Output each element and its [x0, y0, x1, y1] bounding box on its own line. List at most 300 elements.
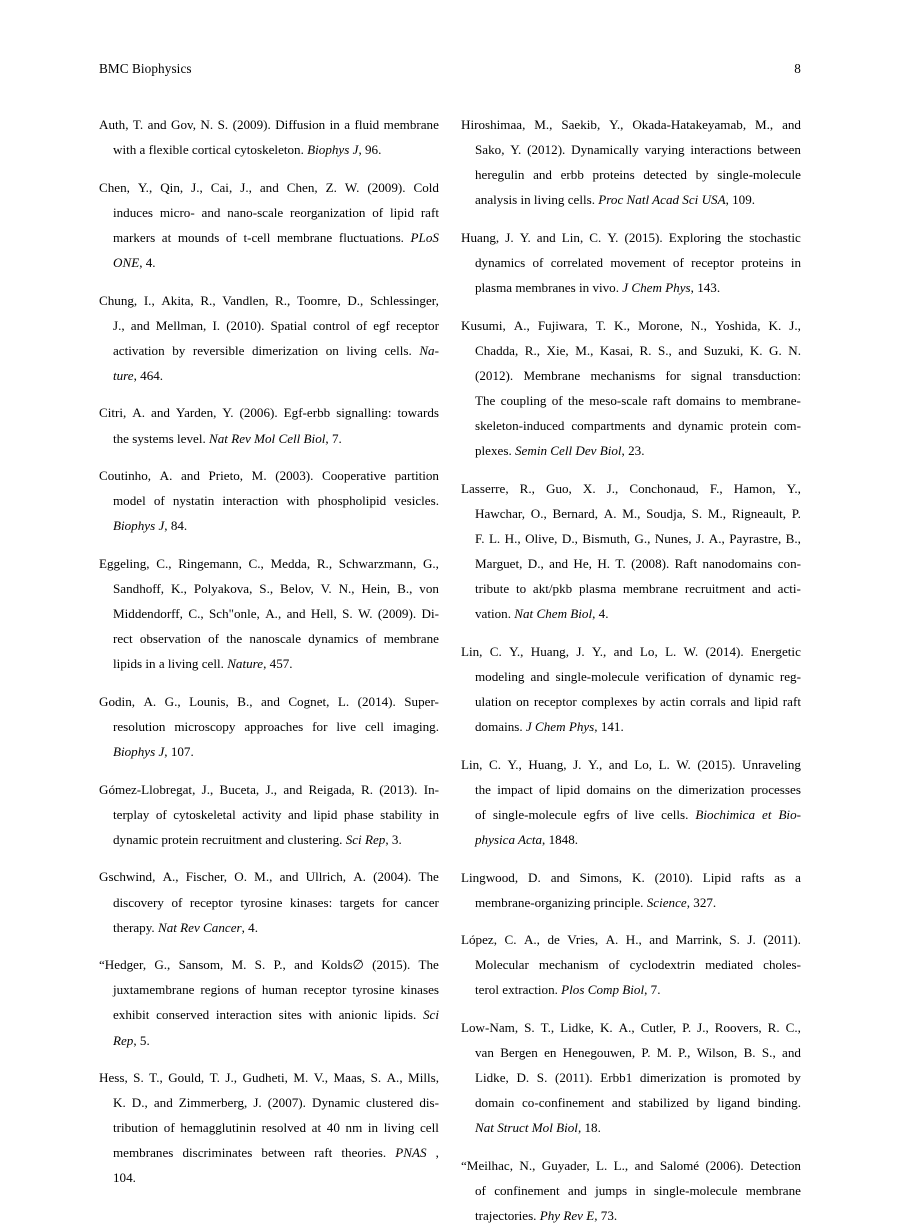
reference-text: receptor [303, 982, 347, 998]
reference-text: tribute [475, 581, 510, 597]
reference-text: (2006). [705, 1157, 744, 1173]
reference-text: Ullrich, [305, 869, 347, 885]
reference-line [99, 576, 439, 601]
reference-text: membrane [276, 229, 333, 245]
reference-text: Hamon, [733, 480, 776, 496]
reference-text: stochastic [749, 229, 801, 245]
reference-text: Guo, [546, 480, 572, 496]
reference-text: con- [777, 556, 801, 571]
reference-text: Biophys J [113, 744, 165, 760]
reference-text: mechanism [538, 957, 599, 973]
reference-line [461, 639, 801, 664]
reference-text: (2010). [226, 317, 265, 333]
reference-text: Energetic [750, 643, 801, 659]
reference-text: Akita, [161, 292, 194, 308]
reference-text: by [642, 693, 656, 709]
reference-text: of [372, 204, 384, 220]
reference-text: P. [682, 1020, 692, 1035]
reference-text: discovery [113, 894, 164, 910]
reference-text: raft [782, 693, 801, 709]
reference-text: vation. [475, 606, 515, 622]
reference-text: Medda, [270, 555, 311, 571]
reference-text: jumps [595, 1183, 628, 1199]
reference-text: et [762, 806, 772, 822]
reference-text: in [790, 254, 801, 270]
reference-text: T. [132, 117, 144, 132]
reference-text: movement [610, 254, 666, 270]
reference-text: von [419, 581, 439, 596]
reference-text: C. [504, 932, 517, 948]
reference-text: egf [373, 317, 390, 333]
reference-text: He, [573, 556, 592, 571]
reference-text: A. [605, 932, 619, 948]
reference-text: W. [676, 756, 691, 772]
reference-text: dynamics [475, 254, 526, 270]
reference-text: Reigada, [308, 781, 355, 797]
reference-text: Bismuth, [582, 530, 630, 546]
reference-text: Vandlen, [222, 292, 269, 308]
reference-text: the systems level. [113, 430, 210, 446]
reference-text: D., [561, 530, 578, 546]
reference-text: and [730, 693, 750, 709]
reference-text: a [344, 117, 351, 132]
reference-text: domains. [475, 719, 526, 735]
reference-text: N., [338, 581, 355, 596]
reference-text: membrane [622, 581, 679, 597]
reference-text: Mills, [408, 1070, 439, 1086]
reference-text: Chen, [99, 179, 130, 195]
reference-text: , 3. [385, 831, 402, 847]
reference-text: membrane-organizing principle. [475, 894, 647, 910]
reference-text: interaction [215, 1007, 272, 1023]
reference-text: lipid [754, 693, 779, 709]
reference-text: approaches [244, 718, 304, 734]
reference-text: cytoskeletal [173, 806, 236, 822]
reference-text: clustered [366, 1095, 414, 1111]
reference-text: by [172, 342, 186, 358]
reference-text: C. [488, 756, 501, 772]
reference-text: meso-scale [589, 392, 648, 408]
reference-text: modeling [475, 668, 525, 684]
reference-text: varying [644, 142, 685, 158]
reference-text: Y., [509, 643, 524, 659]
reference-line [99, 175, 439, 200]
reference-text: J., [225, 1070, 238, 1086]
reference-text: markers [113, 229, 156, 245]
reference-text: Proc Natl Acad Sci USA [598, 192, 726, 208]
reference-text: S. [254, 957, 266, 973]
reference-columns [99, 112, 801, 1224]
reference-text: (2014). [357, 693, 396, 709]
reference-text: to [515, 581, 527, 597]
reference-text: Cai, [210, 179, 233, 195]
reference-text: (2011). [763, 932, 801, 948]
reference-line [461, 827, 801, 852]
reference-text: Okada-Hatakeyamab, [632, 117, 747, 132]
reference-text: A. [159, 468, 173, 484]
reference-text: at [311, 1120, 322, 1136]
reference-text: corrals [690, 693, 726, 709]
reference-text: S. [133, 1070, 144, 1086]
reference-text: Nat Rev Cancer [157, 919, 242, 935]
reference-text: C. [489, 643, 502, 659]
reference-text: Roovers, [714, 1020, 762, 1035]
reference-text: plasma membranes in vivo. [475, 280, 623, 296]
reference-text: dimerization [252, 342, 319, 358]
reference-text: R. [639, 342, 652, 358]
reference-line [461, 1090, 801, 1115]
reference-text: Bio- [778, 806, 801, 822]
reference-text: (2015). [697, 756, 736, 772]
reference-text: signalling: [336, 405, 392, 421]
reference-line [461, 1040, 801, 1065]
reference-text: Gschwind, [99, 869, 156, 885]
reference-text: fluid [354, 117, 380, 132]
reference-text: domain [475, 1095, 515, 1111]
reference-text: J., [789, 317, 801, 333]
reference-text: plasma [578, 581, 617, 597]
reference-text: , 23. [621, 443, 645, 459]
reference-text: cells. [661, 806, 689, 822]
reference-text: K. [113, 1095, 126, 1111]
reference-line [99, 463, 439, 488]
reference-text: L., [613, 1157, 629, 1173]
reference-text: in [635, 1183, 646, 1199]
reference-text: transduction: [732, 367, 801, 383]
reference-line [461, 576, 801, 601]
reference-text: Mellman, [155, 317, 207, 333]
reference-text: , 5. [133, 1032, 150, 1048]
reference-text: Chen, [286, 179, 318, 195]
reference-text: G., [634, 530, 651, 546]
reference-text: ulation [475, 693, 512, 709]
reference-text: Lounis, [189, 693, 229, 709]
reference-text: Semin Cell Dev Biol [515, 443, 622, 459]
reference-text: P. [641, 1045, 651, 1061]
reference-text: membranes [113, 1145, 174, 1161]
reference-text: Olive, [525, 530, 558, 546]
reference-text: dynamic [678, 418, 724, 434]
reference-text: stabilized [638, 1095, 689, 1111]
reference-line [461, 689, 801, 714]
reference-text: and [550, 869, 570, 885]
reference-text: nanodomains [702, 556, 773, 571]
reference-text: R., [519, 480, 535, 496]
reference-line [99, 225, 439, 250]
reference-text: J., [606, 480, 619, 496]
reference-text: Gudheti, [242, 1070, 288, 1086]
reference-text: dynamics [308, 631, 359, 647]
reference-text: In- [423, 781, 439, 797]
reference-text: the [727, 229, 744, 245]
reference-text: Rigneault, [731, 505, 787, 521]
reference-line [99, 601, 439, 626]
reference-line [461, 927, 801, 952]
reference-line [99, 513, 439, 538]
reference-text: van [475, 1045, 494, 1061]
reference-text: live [634, 806, 655, 822]
reference-text: Kasai, [599, 342, 633, 358]
reference-text: , 107. [164, 744, 194, 760]
reference-line [461, 112, 801, 137]
reference-text: A., [265, 606, 282, 622]
reference-text: and [634, 1157, 654, 1173]
reference-text: terol extraction. [475, 982, 562, 998]
reference-text: Y., [592, 643, 607, 659]
reference-text: Fujiwara, [537, 317, 588, 333]
reference-text: of [475, 806, 486, 822]
reference-text: “Meilhac, [461, 1157, 513, 1173]
reference-line [99, 338, 439, 363]
reference-text: in [329, 117, 340, 132]
reference-text: M. [251, 468, 267, 484]
reference-text: S., [761, 1045, 776, 1061]
reference-text: domains [586, 781, 631, 797]
reference-text: PNAS [395, 1145, 427, 1161]
reference-text: A. [603, 505, 617, 521]
reference-text: by [787, 1070, 801, 1086]
reference-text: receptor [396, 317, 439, 333]
reference-text: sites [278, 1007, 302, 1023]
reference-text: Sansom, [178, 957, 224, 973]
reference-text: coupling [500, 392, 547, 408]
reference-text: in [428, 806, 439, 822]
reference-text: Lipid [702, 869, 732, 885]
reference-text: discriminates [182, 1145, 253, 1161]
reference-text: by [695, 167, 709, 183]
reference-text: (2003). [275, 468, 314, 484]
reference-text: Nature [227, 656, 264, 672]
reference-text: , 141. [594, 719, 624, 735]
reference-text: reg- [779, 668, 801, 684]
reference-text: erbb [560, 167, 584, 183]
reference-text: single-molecule [653, 1183, 738, 1199]
reference-text: (2004). [373, 869, 412, 885]
reference-text: G., [154, 957, 171, 973]
reference-text: of [208, 631, 220, 647]
reference-text: with [308, 1007, 332, 1023]
reference-text: Guyader, [541, 1157, 590, 1173]
reference-line [99, 802, 439, 827]
reference-text: , 4. [139, 254, 156, 270]
reference-line [99, 426, 439, 451]
reference-text: and [613, 643, 633, 659]
reference-text: K., [614, 317, 631, 333]
reference-text: W. [683, 643, 699, 659]
reference-text: D., [131, 1095, 148, 1111]
reference-text: , 1848. [542, 831, 579, 847]
reference-text: The [418, 957, 439, 973]
reference-text: M. [231, 957, 247, 973]
reference-line [461, 413, 801, 438]
reference-text: Ringemann, [178, 555, 242, 571]
reference-text: mechanisms [590, 367, 656, 383]
reference-line [461, 137, 801, 162]
reference-text: Lingwood, [461, 869, 519, 885]
reference-text: for [665, 367, 681, 383]
reference-text: , 109. [725, 192, 756, 208]
reference-text: actin [659, 693, 686, 709]
reference-text: M., [575, 342, 594, 358]
reference-text: imaging. [392, 718, 439, 734]
reference-text: promoted [730, 1070, 781, 1086]
reference-text: F., [709, 480, 723, 496]
reference-text: V. [320, 581, 332, 596]
reference-text: rafts [741, 869, 765, 885]
reference-text: (2006). [239, 405, 278, 421]
reference-line [461, 250, 801, 275]
reference-line [461, 313, 801, 338]
reference-text: detected [643, 167, 687, 183]
reference-line [99, 689, 439, 714]
reference-text: cell [419, 1120, 439, 1136]
reference-text: , [435, 1145, 439, 1161]
reference-text: J., [201, 781, 214, 797]
reference-text: skeleton-induced [475, 418, 565, 434]
reference-text: of [616, 806, 628, 822]
reference-text: R., [275, 292, 291, 308]
reference-list-right [461, 112, 801, 1228]
reference-text: of [163, 1120, 175, 1136]
reference-text: Lin, [461, 756, 483, 772]
reference-text: Belov, [280, 581, 314, 596]
reference-text: J., [697, 1020, 709, 1035]
reference-text: regions [200, 982, 239, 998]
reference-text: is [713, 1070, 723, 1086]
reference-text: Biophys J [113, 518, 165, 534]
reference-text: O. [234, 869, 247, 885]
reference-text: (2014). [705, 643, 744, 659]
reference-text: Zimmerberg, [178, 1095, 248, 1111]
reference-line [461, 664, 801, 689]
reference-entry [461, 476, 801, 627]
reference-text: Lidke, [560, 1020, 594, 1035]
reference-text: Hess, [99, 1070, 128, 1086]
reference-text: and [180, 468, 200, 484]
reference-line [99, 288, 439, 313]
reference-text: single-molecule [717, 167, 801, 183]
left-column [99, 112, 439, 1186]
reference-text: cancer [404, 894, 439, 910]
reference-text: (2011). [554, 1070, 593, 1086]
reference-entry [461, 112, 801, 212]
reference-text: model [113, 493, 146, 509]
reference-text: B. [743, 1045, 756, 1061]
reference-text: observation [139, 631, 201, 647]
reference-text: A. [353, 869, 366, 885]
reference-text: PLoS [410, 229, 439, 245]
reference-text: nano-scale [227, 204, 284, 220]
right-column [461, 112, 801, 1224]
reference-text: Y. [607, 229, 619, 245]
reference-text: The [418, 869, 439, 885]
reference-line [99, 890, 439, 915]
reference-text: therapy. [113, 919, 158, 935]
reference-text: K., [170, 581, 187, 596]
reference-line [461, 1178, 801, 1203]
reference-text: en [544, 1045, 557, 1061]
reference-text: and [286, 606, 306, 622]
reference-text: by [696, 1095, 710, 1111]
reference-entry [461, 313, 801, 464]
reference-text: Gov, [171, 117, 196, 132]
reference-entry [461, 752, 801, 852]
reference-text: N., [690, 317, 707, 333]
reference-text: (2015). [372, 957, 411, 973]
reference-text: M. [293, 1070, 309, 1086]
reference-line [99, 952, 439, 977]
reference-text: Y. [510, 142, 522, 158]
reference-text: J., [240, 179, 252, 195]
reference-text: T. [615, 556, 626, 571]
reference-text: C., [785, 1020, 801, 1035]
reference-text: J Chem Phys [525, 719, 595, 735]
reference-text: Y., [137, 179, 153, 195]
reference-text: lipid [556, 781, 581, 797]
reference-text: J. [576, 643, 585, 659]
reference-text: co-confinement [522, 1095, 605, 1111]
reference-text: of [153, 493, 165, 509]
reference-text: (2012). [475, 367, 514, 383]
reference-entry [99, 175, 439, 275]
reference-text: Lo, [639, 643, 658, 659]
reference-text: and [533, 167, 552, 183]
reference-text: M., [707, 505, 727, 521]
reference-text: heregulin [475, 167, 525, 183]
reference-text: (2010). [654, 869, 693, 885]
reference-list-left [99, 112, 439, 1191]
reference-text: F. [475, 530, 485, 546]
reference-text: Godin, [99, 693, 136, 709]
reference-text: , 84. [164, 518, 188, 534]
reference-text: of [244, 982, 256, 998]
reference-text: Suzuki, [703, 342, 744, 358]
reference-text: L. [665, 643, 677, 659]
reference-text: egfrs [583, 806, 610, 822]
reference-text: complexes [581, 693, 638, 709]
reference-text: Sci Rep [345, 831, 386, 847]
reference-text: on [325, 342, 339, 358]
reference-text: Y., [786, 480, 801, 496]
reference-text: the [475, 781, 491, 797]
reference-text: Erbb1 [600, 1070, 633, 1086]
reference-text: membrane [745, 1183, 801, 1199]
reference-text: , 7. [325, 430, 342, 446]
reference-entry [99, 864, 439, 939]
reference-text: stability [380, 806, 423, 822]
reference-text: Toomre, [296, 292, 341, 308]
reference-text: G., [164, 693, 181, 709]
reference-text: Cold [413, 179, 439, 195]
reference-text: S., [259, 581, 274, 596]
reference-line [99, 1002, 439, 1027]
reference-line [99, 551, 439, 576]
reference-text: R., [524, 342, 541, 358]
reference-text: ONE [113, 254, 140, 270]
reference-text: resolution [113, 718, 166, 734]
reference-text: J. [747, 932, 756, 948]
reference-line [99, 363, 439, 388]
reference-text: D., [347, 292, 364, 308]
reference-text: I. [212, 317, 221, 333]
reference-text: hemagglutinin [180, 1120, 256, 1136]
reference-text: and [751, 581, 771, 597]
reference-text: M., [534, 117, 553, 132]
reference-text: Nat Struct Mol Biol [475, 1120, 578, 1136]
reference-text: a [795, 869, 801, 885]
reference-text: at [161, 229, 172, 245]
reference-text: J Chem Phys [622, 280, 691, 296]
